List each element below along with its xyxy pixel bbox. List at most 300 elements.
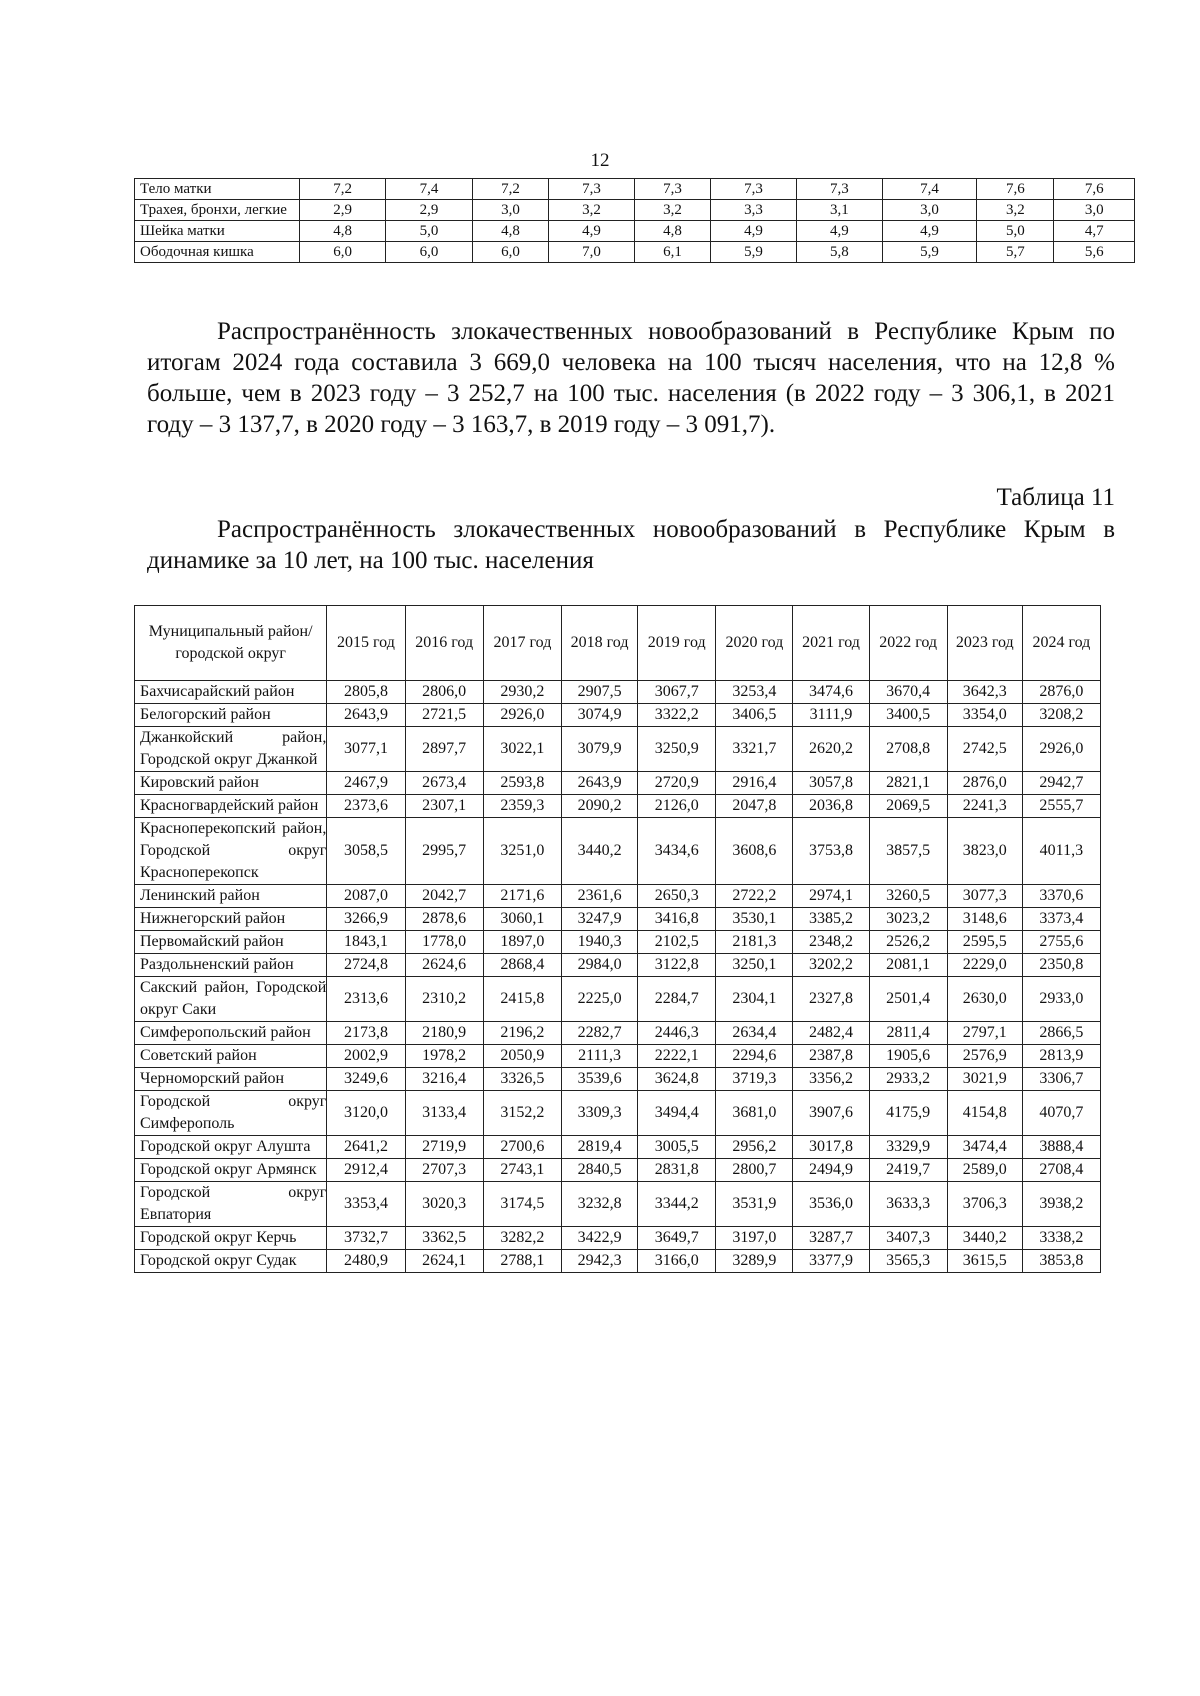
value-cell: 4175,9 [869,1091,947,1136]
value-cell: 2942,7 [1022,772,1100,795]
value-cell: 1778,0 [405,931,483,954]
table-row [135,1182,1101,1227]
value-cell: 2755,6 [1022,931,1100,954]
value-cell: 2,9 [386,200,473,221]
row-label: Городской округ Судак [135,1250,327,1273]
row-label: Городской округ Симферополь [135,1091,327,1136]
table-header-row [135,606,1101,681]
value-cell: 2956,2 [716,1136,793,1159]
value-cell: 3706,3 [947,1182,1022,1227]
value-cell: 2111,3 [562,1045,638,1068]
value-cell: 3,0 [1054,200,1135,221]
value-cell: 2724,8 [327,954,405,977]
value-cell: 4,9 [796,221,882,242]
table-row [135,1022,1101,1045]
value-cell: 3362,5 [405,1227,483,1250]
value-cell: 2090,2 [562,795,638,818]
value-cell: 4,9 [882,221,976,242]
value-cell: 3208,2 [1022,704,1100,727]
value-cell: 2036,8 [793,795,869,818]
value-cell: 2348,2 [793,931,869,954]
table-label: Таблица 11 [996,484,1115,511]
value-cell: 2196,2 [483,1022,561,1045]
value-cell: 3539,6 [562,1068,638,1091]
value-cell: 3074,9 [562,704,638,727]
value-cell: 3565,3 [869,1250,947,1273]
value-cell: 2933,0 [1022,977,1100,1022]
value-cell: 7,6 [1054,179,1135,200]
table-row [135,818,1101,885]
value-cell: 3353,4 [327,1182,405,1227]
value-cell: 2743,1 [483,1159,561,1182]
value-cell: 3857,5 [869,818,947,885]
table-row [135,221,1135,242]
value-cell: 3166,0 [638,1250,716,1273]
value-cell: 2313,6 [327,977,405,1022]
value-cell: 3309,3 [562,1091,638,1136]
value-cell: 2225,0 [562,977,638,1022]
value-cell: 2942,3 [562,1250,638,1273]
row-label: Раздольненский район [135,954,327,977]
row-label: Кировский район [135,772,327,795]
value-cell: 6,0 [300,242,386,263]
value-cell: 3077,1 [327,727,405,772]
row-label: Черноморский район [135,1068,327,1091]
table-row [135,772,1101,795]
header-year: 2016 год [405,606,483,681]
value-cell: 2042,7 [405,885,483,908]
value-cell: 3148,6 [947,908,1022,931]
row-label: Городской округ Евпатория [135,1182,327,1227]
value-cell: 2634,4 [716,1022,793,1045]
value-cell: 2797,1 [947,1022,1022,1045]
value-cell: 3474,4 [947,1136,1022,1159]
value-cell: 4,8 [634,221,710,242]
value-cell: 3287,7 [793,1227,869,1250]
table-row [135,200,1135,221]
table-row [135,908,1101,931]
row-label: Ленинский район [135,885,327,908]
table-row [135,1045,1101,1068]
value-cell: 3633,3 [869,1182,947,1227]
header-year: 2015 год [327,606,405,681]
value-cell: 3344,2 [638,1182,716,1227]
value-cell: 2926,0 [483,704,561,727]
value-cell: 2180,9 [405,1022,483,1045]
value-cell: 2307,1 [405,795,483,818]
value-cell: 3531,9 [716,1182,793,1227]
value-cell: 3440,2 [947,1227,1022,1250]
value-cell: 2788,1 [483,1250,561,1273]
value-cell: 6,0 [472,242,548,263]
value-cell: 2310,2 [405,977,483,1022]
row-label: Городской округ Алушта [135,1136,327,1159]
table-row [135,931,1101,954]
value-cell: 3306,7 [1022,1068,1100,1091]
row-label: Джанкойский район, Городской округ Джанкой [135,727,327,772]
value-cell: 2650,3 [638,885,716,908]
header-municipality: Муниципальный район/ городской округ [135,606,327,681]
value-cell: 5,8 [796,242,882,263]
value-cell: 6,0 [386,242,473,263]
value-cell: 2876,0 [1022,681,1100,704]
value-cell: 3853,8 [1022,1250,1100,1273]
row-label: Красноперекопский район, Городской округ Красноперекопск [135,818,327,885]
header-year: 2023 год [947,606,1022,681]
value-cell: 2,9 [300,200,386,221]
value-cell: 3250,1 [716,954,793,977]
value-cell: 3057,8 [793,772,869,795]
value-cell: 3,0 [472,200,548,221]
value-cell: 2501,4 [869,977,947,1022]
value-cell: 4,9 [711,221,797,242]
table-row [135,1159,1101,1182]
table-row [135,885,1101,908]
value-cell: 2984,0 [562,954,638,977]
table-row [135,1136,1101,1159]
table-row [135,704,1101,727]
value-cell: 3373,4 [1022,908,1100,931]
value-cell: 2284,7 [638,977,716,1022]
value-cell: 3732,7 [327,1227,405,1250]
value-cell: 2359,3 [483,795,561,818]
value-cell: 3060,1 [483,908,561,931]
value-cell: 3356,2 [793,1068,869,1091]
value-cell: 2102,5 [638,931,716,954]
value-cell: 3326,5 [483,1068,561,1091]
value-cell: 3216,4 [405,1068,483,1091]
value-cell: 1978,2 [405,1045,483,1068]
header-year: 2022 год [869,606,947,681]
value-cell: 2876,0 [947,772,1022,795]
value-cell: 2813,9 [1022,1045,1100,1068]
row-label: Ободочная кишка [135,242,300,263]
value-cell: 3406,5 [716,704,793,727]
table-row [135,795,1101,818]
table-row [135,954,1101,977]
value-cell: 2722,2 [716,885,793,908]
value-cell: 2624,6 [405,954,483,977]
header-year: 2018 год [562,606,638,681]
continued-incidence-table [134,178,1135,263]
value-cell: 3329,9 [869,1136,947,1159]
table-row [135,681,1101,704]
table-row [135,1227,1101,1250]
row-label: Шейка матки [135,221,300,242]
value-cell: 2446,3 [638,1022,716,1045]
value-cell: 3250,9 [638,727,716,772]
value-cell: 2087,0 [327,885,405,908]
table-row [135,242,1135,263]
header-year: 2019 год [638,606,716,681]
value-cell: 2878,6 [405,908,483,931]
value-cell: 2494,9 [793,1159,869,1182]
value-cell: 2720,9 [638,772,716,795]
value-cell: 3321,7 [716,727,793,772]
value-cell: 2526,2 [869,931,947,954]
value-cell: 3120,0 [327,1091,405,1136]
value-cell: 3338,2 [1022,1227,1100,1250]
value-cell: 2806,0 [405,681,483,704]
value-cell: 2916,4 [716,772,793,795]
value-cell: 3133,4 [405,1091,483,1136]
value-cell: 3067,7 [638,681,716,704]
value-cell: 3251,0 [483,818,561,885]
value-cell: 3111,9 [793,704,869,727]
value-cell: 2173,8 [327,1022,405,1045]
value-cell: 3407,3 [869,1227,947,1250]
value-cell: 3,0 [882,200,976,221]
value-cell: 4,8 [472,221,548,242]
header-year: 2020 год [716,606,793,681]
row-label: Бахчисарайский район [135,681,327,704]
value-cell: 5,6 [1054,242,1135,263]
row-label: Сакский район, Городской округ Саки [135,977,327,1022]
value-cell: 2576,9 [947,1045,1022,1068]
value-cell: 3282,2 [483,1227,561,1250]
value-cell: 4,8 [300,221,386,242]
value-cell: 3005,5 [638,1136,716,1159]
value-cell: 2361,6 [562,885,638,908]
value-cell: 7,0 [549,242,635,263]
value-cell: 2866,5 [1022,1022,1100,1045]
value-cell: 2081,1 [869,954,947,977]
value-cell: 3079,9 [562,727,638,772]
value-cell: 2482,4 [793,1022,869,1045]
value-cell: 2933,2 [869,1068,947,1091]
value-cell: 3370,6 [1022,885,1100,908]
value-cell: 3719,3 [716,1068,793,1091]
table-title: Распространённость злокачественных новообразований в Республике Крым в динамике за 10 лет, на 100 тыс. населения [147,516,1115,574]
value-cell: 5,0 [386,221,473,242]
value-cell: 1843,1 [327,931,405,954]
row-label: Белогорский район [135,704,327,727]
value-cell: 3624,8 [638,1068,716,1091]
value-cell: 3530,1 [716,908,793,931]
value-cell: 5,7 [977,242,1054,263]
value-cell: 1897,0 [483,931,561,954]
value-cell: 6,1 [634,242,710,263]
table-row [135,1068,1101,1091]
value-cell: 4,9 [549,221,635,242]
value-cell: 3152,2 [483,1091,561,1136]
value-cell: 2387,8 [793,1045,869,1068]
row-label: Городской округ Керчь [135,1227,327,1250]
value-cell: 3434,6 [638,818,716,885]
value-cell: 3907,6 [793,1091,869,1136]
header-year: 2021 год [793,606,869,681]
value-cell: 2624,1 [405,1250,483,1273]
value-cell: 2415,8 [483,977,561,1022]
value-cell: 2181,3 [716,931,793,954]
value-cell: 2373,6 [327,795,405,818]
value-cell: 3823,0 [947,818,1022,885]
value-cell: 3,2 [977,200,1054,221]
value-cell: 4011,3 [1022,818,1100,885]
value-cell: 2241,3 [947,795,1022,818]
value-cell: 2805,8 [327,681,405,704]
value-cell: 3058,5 [327,818,405,885]
row-label: Тело матки [135,179,300,200]
value-cell: 2222,1 [638,1045,716,1068]
value-cell: 3020,3 [405,1182,483,1227]
value-cell: 2707,3 [405,1159,483,1182]
table-row [135,727,1101,772]
value-cell: 3681,0 [716,1091,793,1136]
table-row [135,179,1135,200]
value-cell: 2708,4 [1022,1159,1100,1182]
value-cell: 2304,1 [716,977,793,1022]
value-cell: 2350,8 [1022,954,1100,977]
value-cell: 3888,4 [1022,1136,1100,1159]
value-cell: 2050,9 [483,1045,561,1068]
value-cell: 2620,2 [793,727,869,772]
row-label: Нижнегорский район [135,908,327,931]
value-cell: 2480,9 [327,1250,405,1273]
value-cell: 2593,8 [483,772,561,795]
value-cell: 5,9 [882,242,976,263]
row-label: Трахея, бронхи, легкие [135,200,300,221]
value-cell: 2002,9 [327,1045,405,1068]
value-cell: 3608,6 [716,818,793,885]
value-cell: 7,4 [386,179,473,200]
row-label: Симферопольский район [135,1022,327,1045]
table-row [135,1091,1101,1136]
value-cell: 3017,8 [793,1136,869,1159]
value-cell: 3416,8 [638,908,716,931]
value-cell: 2840,5 [562,1159,638,1182]
value-cell: 2467,9 [327,772,405,795]
value-cell: 2926,0 [1022,727,1100,772]
value-cell: 1940,3 [562,931,638,954]
value-cell: 2742,5 [947,727,1022,772]
value-cell: 3753,8 [793,818,869,885]
value-cell: 2700,6 [483,1136,561,1159]
value-cell: 3,2 [549,200,635,221]
value-cell: 2719,9 [405,1136,483,1159]
value-cell: 3232,8 [562,1182,638,1227]
value-cell: 2643,9 [327,704,405,727]
value-cell: 2831,8 [638,1159,716,1182]
value-cell: 7,2 [472,179,548,200]
value-cell: 7,3 [549,179,635,200]
value-cell: 3174,5 [483,1182,561,1227]
value-cell: 3494,4 [638,1091,716,1136]
table-row [135,977,1101,1022]
value-cell: 7,2 [300,179,386,200]
value-cell: 2974,1 [793,885,869,908]
value-cell: 3440,2 [562,818,638,885]
value-cell: 2643,9 [562,772,638,795]
value-cell: 3,1 [796,200,882,221]
value-cell: 4070,7 [1022,1091,1100,1136]
value-cell: 3422,9 [562,1227,638,1250]
value-cell: 2897,7 [405,727,483,772]
value-cell: 2912,4 [327,1159,405,1182]
value-cell: 3,3 [711,200,797,221]
value-cell: 5,9 [711,242,797,263]
value-cell: 3400,5 [869,704,947,727]
value-cell: 2673,4 [405,772,483,795]
value-cell: 2069,5 [869,795,947,818]
value-cell: 3249,6 [327,1068,405,1091]
value-cell: 3077,3 [947,885,1022,908]
value-cell: 3253,4 [716,681,793,704]
value-cell: 3322,2 [638,704,716,727]
value-cell: 3354,0 [947,704,1022,727]
value-cell: 3385,2 [793,908,869,931]
value-cell: 3260,5 [869,885,947,908]
prevalence-paragraph: Распространённость злокачественных новообразований в Республике Крым по итогам 2024 года составила 3 669,0 человека на 100 тысяч населения, что на 12,8 % больше, чем в 2023 году – 3 252,7 на 100 тыс. населения (в 2022 году – 3 306,1, в 2021 году – 3 137,7, в 2020 году – 3 163,7, в 2019 году – 3 091,7). [147,318,1115,438]
value-cell: 3197,0 [716,1227,793,1250]
value-cell: 2171,6 [483,885,561,908]
value-cell: 2047,8 [716,795,793,818]
table-row [135,1250,1101,1273]
value-cell: 3377,9 [793,1250,869,1273]
value-cell: 2641,2 [327,1136,405,1159]
value-cell: 2630,0 [947,977,1022,1022]
value-cell: 2819,4 [562,1136,638,1159]
value-cell: 3670,4 [869,681,947,704]
value-cell: 2126,0 [638,795,716,818]
value-cell: 2595,5 [947,931,1022,954]
value-cell: 2282,7 [562,1022,638,1045]
row-label: Городской округ Армянск [135,1159,327,1182]
value-cell: 2708,8 [869,727,947,772]
value-cell: 7,3 [634,179,710,200]
value-cell: 4154,8 [947,1091,1022,1136]
value-cell: 2930,2 [483,681,561,704]
page-number: 12 [590,150,610,171]
header-year: 2017 год [483,606,561,681]
value-cell: 3615,5 [947,1250,1022,1273]
value-cell: 2868,4 [483,954,561,977]
value-cell: 3,2 [634,200,710,221]
value-cell: 3202,2 [793,954,869,977]
value-cell: 2294,6 [716,1045,793,1068]
value-cell: 2555,7 [1022,795,1100,818]
value-cell: 3474,6 [793,681,869,704]
prevalence-table [134,605,1101,1273]
value-cell: 3649,7 [638,1227,716,1250]
value-cell: 2327,8 [793,977,869,1022]
row-label: Советский район [135,1045,327,1068]
value-cell: 2800,7 [716,1159,793,1182]
value-cell: 3021,9 [947,1068,1022,1091]
value-cell: 3266,9 [327,908,405,931]
value-cell: 3247,9 [562,908,638,931]
value-cell: 2721,5 [405,704,483,727]
value-cell: 3122,8 [638,954,716,977]
value-cell: 2821,1 [869,772,947,795]
value-cell: 7,4 [882,179,976,200]
value-cell: 3642,3 [947,681,1022,704]
value-cell: 3023,2 [869,908,947,931]
value-cell: 7,3 [796,179,882,200]
value-cell: 2995,7 [405,818,483,885]
value-cell: 2589,0 [947,1159,1022,1182]
value-cell: 3289,9 [716,1250,793,1273]
row-label: Красногвардейский район [135,795,327,818]
value-cell: 7,3 [711,179,797,200]
value-cell: 2229,0 [947,954,1022,977]
value-cell: 5,0 [977,221,1054,242]
header-year: 2024 год [1022,606,1100,681]
value-cell: 1905,6 [869,1045,947,1068]
value-cell: 4,7 [1054,221,1135,242]
value-cell: 3938,2 [1022,1182,1100,1227]
value-cell: 3536,0 [793,1182,869,1227]
